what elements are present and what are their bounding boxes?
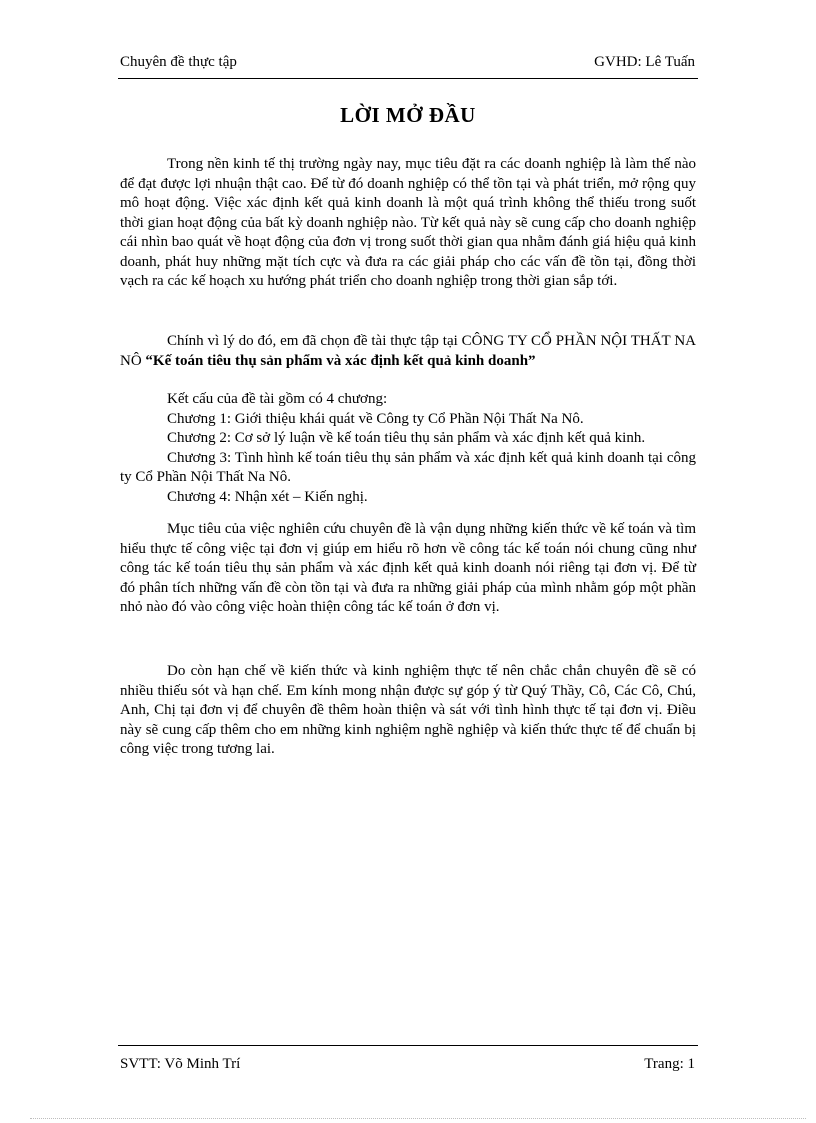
chapter-3: Chương 3: Tình hình kế toán tiêu thụ sản phẩm và xác định kết quả kinh doanh tại công ty Cổ Phần Nội Thất Na Nô.	[120, 449, 696, 485]
paragraph-closing-text: Do còn hạn chế về kiến thức và kinh nghiệm thực tế nên chắc chắn chuyên đề sẽ có nhiều thiếu sót và hạn chế. Em kính mong nhận được sự góp ý từ Quý Thầy, Cô, Các Cô, Chú, Anh, Chị tại đơn vị để chuyên đề thêm hoàn thiện và sát với tình hình thực tế tại đơn vị. Điều này sẽ cung cấp thêm cho em những kinh nghiệm nghề nghiệp và kiến thức thực tế để chuẩn bị công việc trong tương lai.	[120, 663, 696, 757]
paragraph-intro	[120, 155, 696, 292]
paragraph-intro-text: Trong nền kinh tế thị trường ngày nay, mục tiêu đặt ra các doanh nghiệp là làm thế nào để đạt được lợi nhuận thật cao. Để từ đó doanh nghiệp có thể tồn tại và phát triển, mở rộng quy mô hoạt động. Việc xác định kết quả kinh doanh là một quá trình không thể thiếu trong suốt thời gian hoạt động của bất kỳ doanh nghiệp nào. Từ kết quả này sẽ cung cấp cho doanh nghiệp cái nhìn bao quát về hoạt động của đơn vị trong suốt thời gian qua nhằm đánh giá hiệu quả kinh doanh, phát huy những mặt tích cực và đưa ra các giải pháp cho các vấn đề tồn tại, đồng thời vạch ra các kế hoạch xu hướng phát triển cho doanh nghiệp trong thời gian sắp tới.	[120, 156, 696, 289]
header-rule	[118, 78, 698, 79]
footer-rule	[118, 1045, 698, 1046]
paragraph-topic	[120, 332, 696, 371]
footer-left: SVTT: Võ Minh Trí	[120, 1056, 241, 1072]
topic-lead: Chính vì lý do đó, em đã chọn đề tài thực tập tại CÔNG TY CỔ PHẦN NỘI THẤT NA NÔ	[120, 333, 696, 369]
topic-title: “Kế toán tiêu thụ sản phẩm và xác định kết quả kinh doanh”	[145, 352, 536, 369]
header-right: GVHD: Lê Tuấn	[594, 54, 695, 70]
structure-section	[120, 390, 696, 507]
header-left: Chuyên đề thực tập	[120, 54, 237, 70]
structure-intro: Kết cấu của đề tài gồm có 4 chương:	[167, 391, 388, 407]
paragraph-topic-text	[120, 332, 696, 371]
page-title: LỜI MỞ ĐẦU	[340, 103, 476, 127]
paragraph-objective	[120, 520, 696, 618]
chapter-4: Chương 4: Nhận xét – Kiến nghị.	[167, 488, 368, 505]
chapter-1: Chương 1: Giới thiệu khái quát về Công ty Cổ Phần Nội Thất Na Nô.	[167, 410, 584, 427]
chapter-2: Chương 2: Cơ sở lý luận về kế toán tiêu thụ sản phẩm và xác định kết quả kinh.	[167, 430, 646, 446]
footer-right: Trang: 1	[644, 1056, 695, 1072]
paragraph-closing	[120, 662, 696, 760]
page-bottom-dotted-line	[30, 1118, 806, 1119]
paragraph-objective-text: Mục tiêu của việc nghiên cứu chuyên đề là vận dụng những kiến thức về kế toán và tìm hiểu thực tế công việc tại đơn vị giúp em hiểu rõ hơn về công tác kế toán nói chung cũng như công tác kế toán tiêu thụ sản phẩm và xác định kết quả kinh doanh nói riêng tại đơn vị. Để từ đó phân tích những vấn đề còn tồn tại và đưa ra những giải pháp của mình nhằm góp một phần nhỏ nào đó vào công việc hoàn thiện công tác kế toán ở đơn vị.	[120, 521, 696, 615]
